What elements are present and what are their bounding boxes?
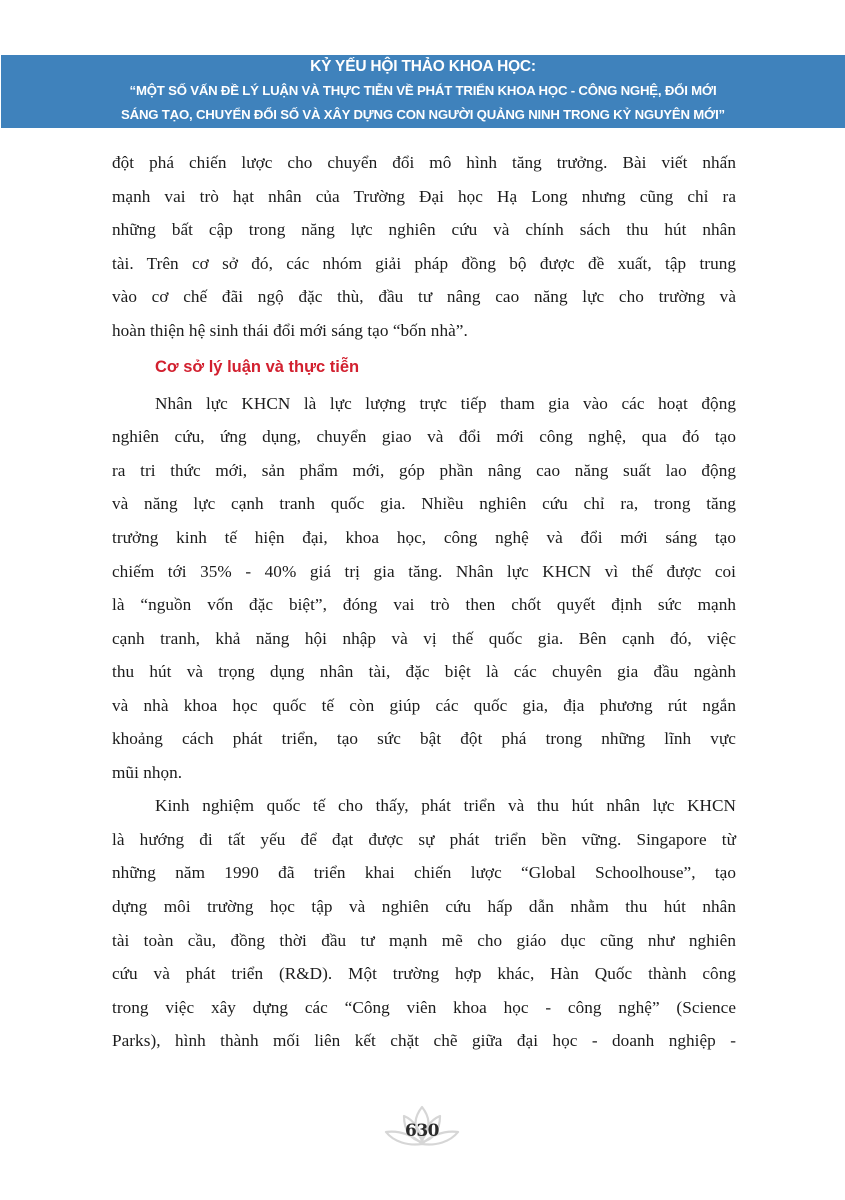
- text-line: là hướng đi tất yếu để đạt được sự phát triển bền vững. Singapore từ: [112, 829, 736, 849]
- text-line: cạnh tranh, khả năng hội nhập và vị thế quốc gia. Bên cạnh đó, việc: [112, 628, 736, 648]
- paragraph-1: [112, 387, 736, 790]
- text-line: dựng môi trường học tập và nghiên cứu hấp dẫn nhằm thu hút nhân: [112, 897, 736, 917]
- text-line: là “nguồn vốn đặc biệt”, đóng vai trò then chốt quyết định sức mạnh: [112, 595, 736, 615]
- text-line: và nhà khoa học quốc tế còn giúp các quốc gia, địa phương rút ngắn: [112, 695, 736, 715]
- conference-subtitle-line-1: “MỘT SỐ VẤN ĐỀ LÝ LUẬN VÀ THỰC TIỄN VỀ PHÁT TRIỂN KHOA HỌC - CÔNG NGHỆ, ĐỔI MỚI: [129, 83, 717, 98]
- text-line: mũi nhọn.: [112, 762, 183, 782]
- text-line: vào cơ chế đãi ngộ đặc thù, đầu tư nâng cao năng lực cho trường và: [112, 287, 736, 307]
- text-line: nghiên cứu, ứng dụng, chuyển giao và đổi mới công nghệ, qua đó tạo: [112, 427, 736, 447]
- text-line: khoảng cách phát triển, tạo sức bật đột phá trong những lĩnh vực: [112, 729, 736, 749]
- article-body: [112, 146, 736, 1058]
- section-heading: Cơ sở lý luận và thực tiễn: [155, 358, 360, 377]
- text-line: những bất cập trong năng lực nghiên cứu và chính sách thu hút nhân: [112, 220, 736, 240]
- header-banner: [1, 55, 845, 128]
- text-line: trưởng kinh tế hiện đại, khoa học, công nghệ và đổi mới sáng tạo: [112, 528, 736, 548]
- paragraph-2: [112, 789, 736, 1057]
- text-line: chiếm tới 35% - 40% giá trị gia tăng. Nhân lực KHCN vì thế được coi: [112, 561, 736, 581]
- intro-paragraph: [112, 146, 736, 347]
- proceedings-title: KỶ YẾU HỘI THẢO KHOA HỌC:: [310, 58, 536, 75]
- text-line: Parks), hình thành mối liên kết chặt chẽ giữa đại học - doanh nghiệp -: [112, 1031, 736, 1051]
- text-line: hoàn thiện hệ sinh thái đổi mới sáng tạo “bốn nhà”.: [112, 320, 468, 340]
- text-line: và năng lực cạnh tranh quốc gia. Nhiều nghiên cứu chỉ ra, trong tăng: [112, 494, 736, 514]
- text-line: cứu và phát triển (R&D). Một trường hợp khác, Hàn Quốc thành công: [112, 964, 736, 984]
- text-line: tài toàn cầu, đồng thời đầu tư mạnh mẽ cho giáo dục cũng như nghiên: [112, 930, 736, 950]
- text-line: những năm 1990 đã triển khai chiến lược “Global Schoolhouse”, tạo: [112, 863, 736, 883]
- text-line: Kinh nghiệm quốc tế cho thấy, phát triển và thu hút nhân lực KHCN: [155, 796, 736, 816]
- conference-subtitle-line-2: SÁNG TẠO, CHUYỂN ĐỔI SỐ VÀ XÂY DỰNG CON NGƯỜI QUẢNG NINH TRONG KỶ NGUYÊN MỚI”: [121, 107, 725, 122]
- text-line: đột phá chiến lược cho chuyển đổi mô hình tăng trưởng. Bài viết nhấn: [112, 153, 736, 172]
- text-line: tài. Trên cơ sở đó, các nhóm giải pháp đồng bộ được đề xuất, tập trung: [112, 253, 736, 273]
- text-line: mạnh vai trò hạt nhân của Trường Đại học Hạ Long nhưng cũng chỉ ra: [112, 186, 736, 206]
- text-line: trong việc xây dựng các “Công viên khoa học - công nghệ” (Science: [112, 997, 736, 1017]
- text-line: Nhân lực KHCN là lực lượng trực tiếp tham gia vào các hoạt động: [155, 393, 736, 413]
- page-number: 630: [405, 1121, 439, 1141]
- text-line: thu hút và trọng dụng nhân tài, đặc biệt là các chuyên gia đầu ngành: [112, 662, 736, 682]
- text-line: ra tri thức mới, sản phẩm mới, góp phần nâng cao năng suất lao động: [112, 460, 736, 480]
